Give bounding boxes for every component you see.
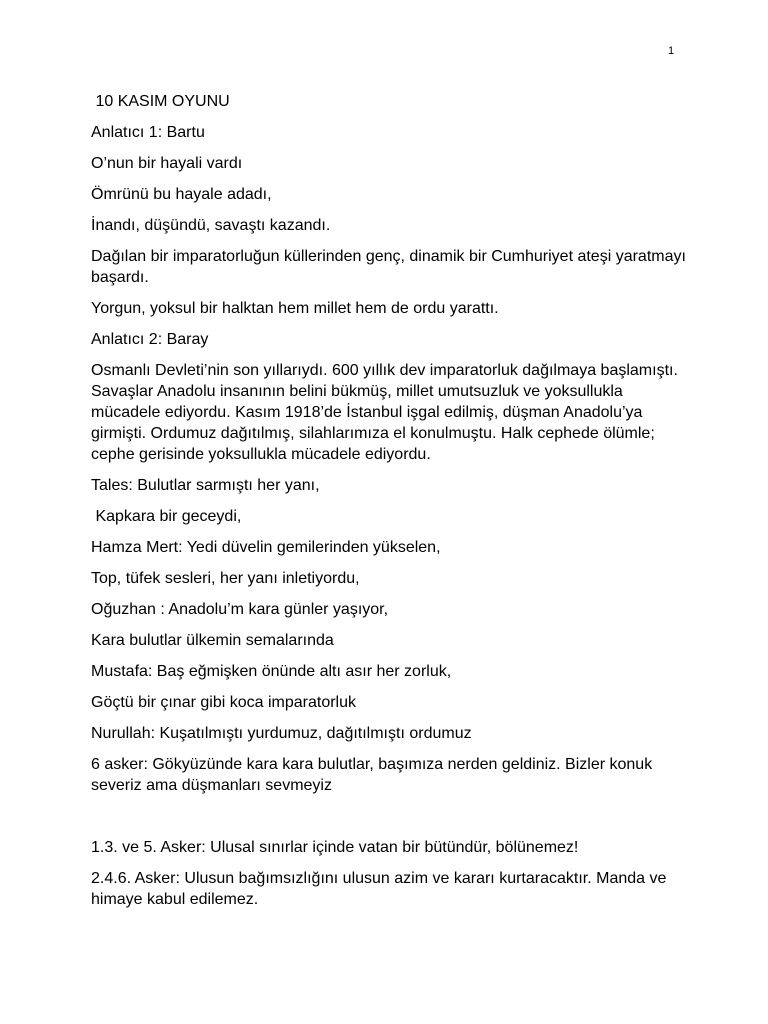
dialogue-line: Oğuzhan : Anadolu’m kara günler yaşıyor,	[91, 601, 389, 618]
paragraph-spacer	[91, 806, 691, 837]
speaker-line: Anlatıcı 1: Bartu	[91, 124, 205, 141]
narration-paragraph: Osmanlı Devleti’nin son yıllarıydı. 600 yıllık dev imparatorluk dağılmaya başlamıştı. Savaşlar Anadolu insanının belini bükmüş, millet umutsuzluk ve yoksullukla mücadele ediyordu. Kasım 1918’de İstanbul işgal edilmiş, düşman Anadolu’ya girmişti. Ordumuz dağıtılmış, silahlarımıza el konulmuştu. Halk cephede ölümle; cephe gerisinde yoksullukla mücadele ediyordu.	[91, 362, 683, 463]
dialogue-line: Kapkara bir geceydi,	[91, 508, 242, 525]
dialogue-line: Mustafa: Baş eğmişken önünde altı asır her zorluk,	[91, 663, 452, 680]
document-body	[91, 91, 691, 920]
dialogue-line: Hamza Mert: Yedi düvelin gemilerinden yükselen,	[91, 539, 441, 556]
speaker-line: Anlatıcı 2: Baray	[91, 331, 209, 348]
dialogue-line: Tales: Bulutlar sarmıştı her yanı,	[91, 477, 320, 494]
dialogue-line: Nurullah: Kuşatılmıştı yurdumuz, dağıtılmıştı ordumuz	[91, 725, 472, 742]
dialogue-line: Göçtü bir çınar gibi koca imparatorluk	[91, 694, 356, 711]
verse-line: O’nun bir hayali vardı	[91, 155, 243, 172]
dialogue-line: 6 asker: Gökyüzünde kara kara bulutlar, başımıza nerden geldiniz. Bizler konuk severiz ama düşmanları sevmeyiz	[91, 756, 657, 794]
narration-paragraph: Yorgun, yoksul bir halktan hem millet hem de ordu yarattı.	[91, 300, 499, 317]
verse-line: Ömrünü bu hayale adadı,	[91, 186, 272, 203]
verse-line: İnandı, düşündü, savaştı kazandı.	[91, 217, 331, 234]
narration-paragraph: Dağılan bir imparatorluğun küllerinden genç, dinamik bir Cumhuriyet ateşi yaratmayı başardı.	[91, 248, 691, 286]
page-number: 1	[668, 45, 675, 57]
dialogue-line: 1.3. ve 5. Asker: Ulusal sınırlar içinde vatan bir bütündür, bölünemez!	[91, 839, 579, 856]
dialogue-line: Top, tüfek sesleri, her yanı inletiyordu,	[91, 570, 360, 587]
document-title: 10 KASIM OYUNU	[91, 93, 230, 110]
dialogue-line: 2.4.6. Asker: Ulusun bağımsızlığını ulusun azim ve kararı kurtaracaktır. Manda ve himaye kabul edilemez.	[91, 870, 671, 908]
dialogue-line: Kara bulutlar ülkemin semalarında	[91, 632, 334, 649]
